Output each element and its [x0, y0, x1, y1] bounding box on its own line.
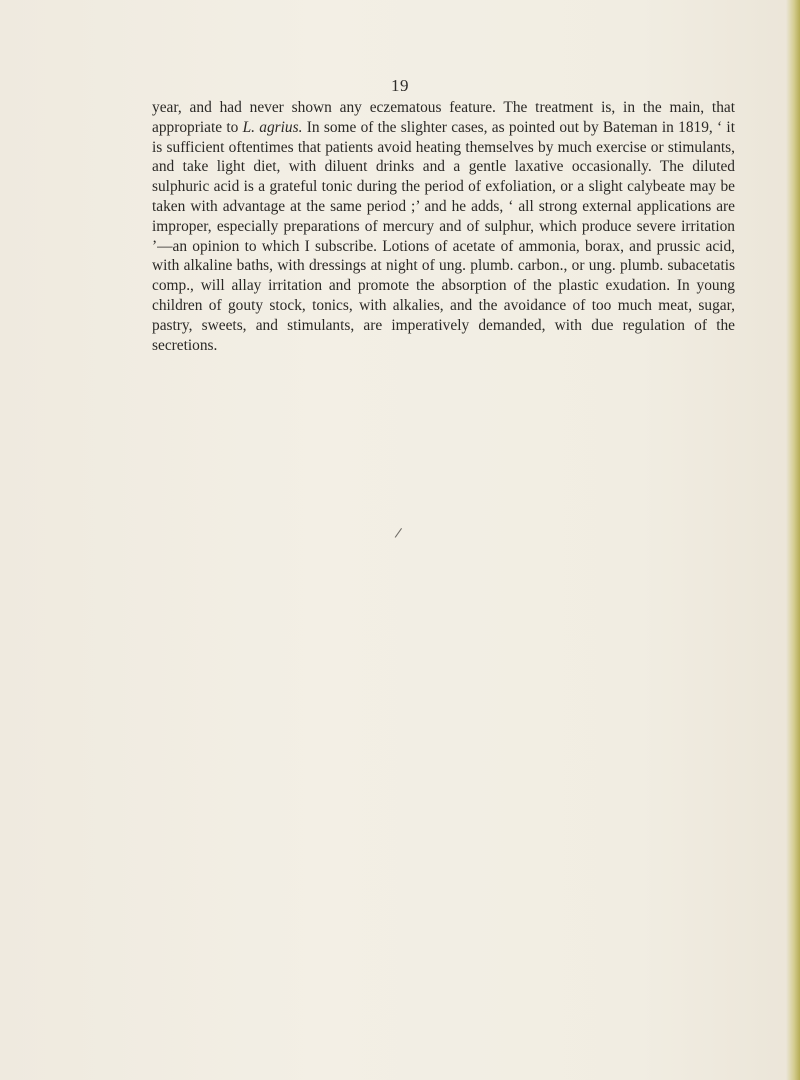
paragraph-text-end: In some of the slighter cases, as pointed out by Bateman in 1819, ‘ it is sufficient oftentimes that patients avoid heating themselves by much exercise or stimulants, and take light diet, with diluent drinks and a gentle laxative occasionally. The diluted sulphuric acid is a grateful tonic during the period of exfoliation, or a slight calybeate may be taken with advantage at the same period ;’ and he adds, ‘ all strong external applications are improper, especially preparations of mercury and of sulphur, which produce severe irritation ’—an opinion to which I subscribe. Lotions of acetate of ammonia, borax, and prussic acid, with alkaline baths, with dressings at night of ung. plumb. carbon., or ung. plumb. subacetatis comp., will allay irritation and promote the absorption of the plastic exudation. In young children of gouty stock, tonics, with alkalies, and the avoidance of too much meat, sugar, pastry, sweets, and stimulants, are imperatively demanded, with due regulation of the secretions.	[152, 118, 735, 354]
pencil-mark: /	[393, 525, 403, 542]
page-edge	[786, 0, 800, 1080]
paragraph-text-start: year, and had never shown any eczematous feature. The treatment is, in the main, that appropriate to	[152, 99, 735, 136]
page-number: 19	[391, 76, 409, 95]
species-name-italic: L. agrius.	[242, 118, 303, 136]
body-paragraph	[152, 98, 735, 355]
